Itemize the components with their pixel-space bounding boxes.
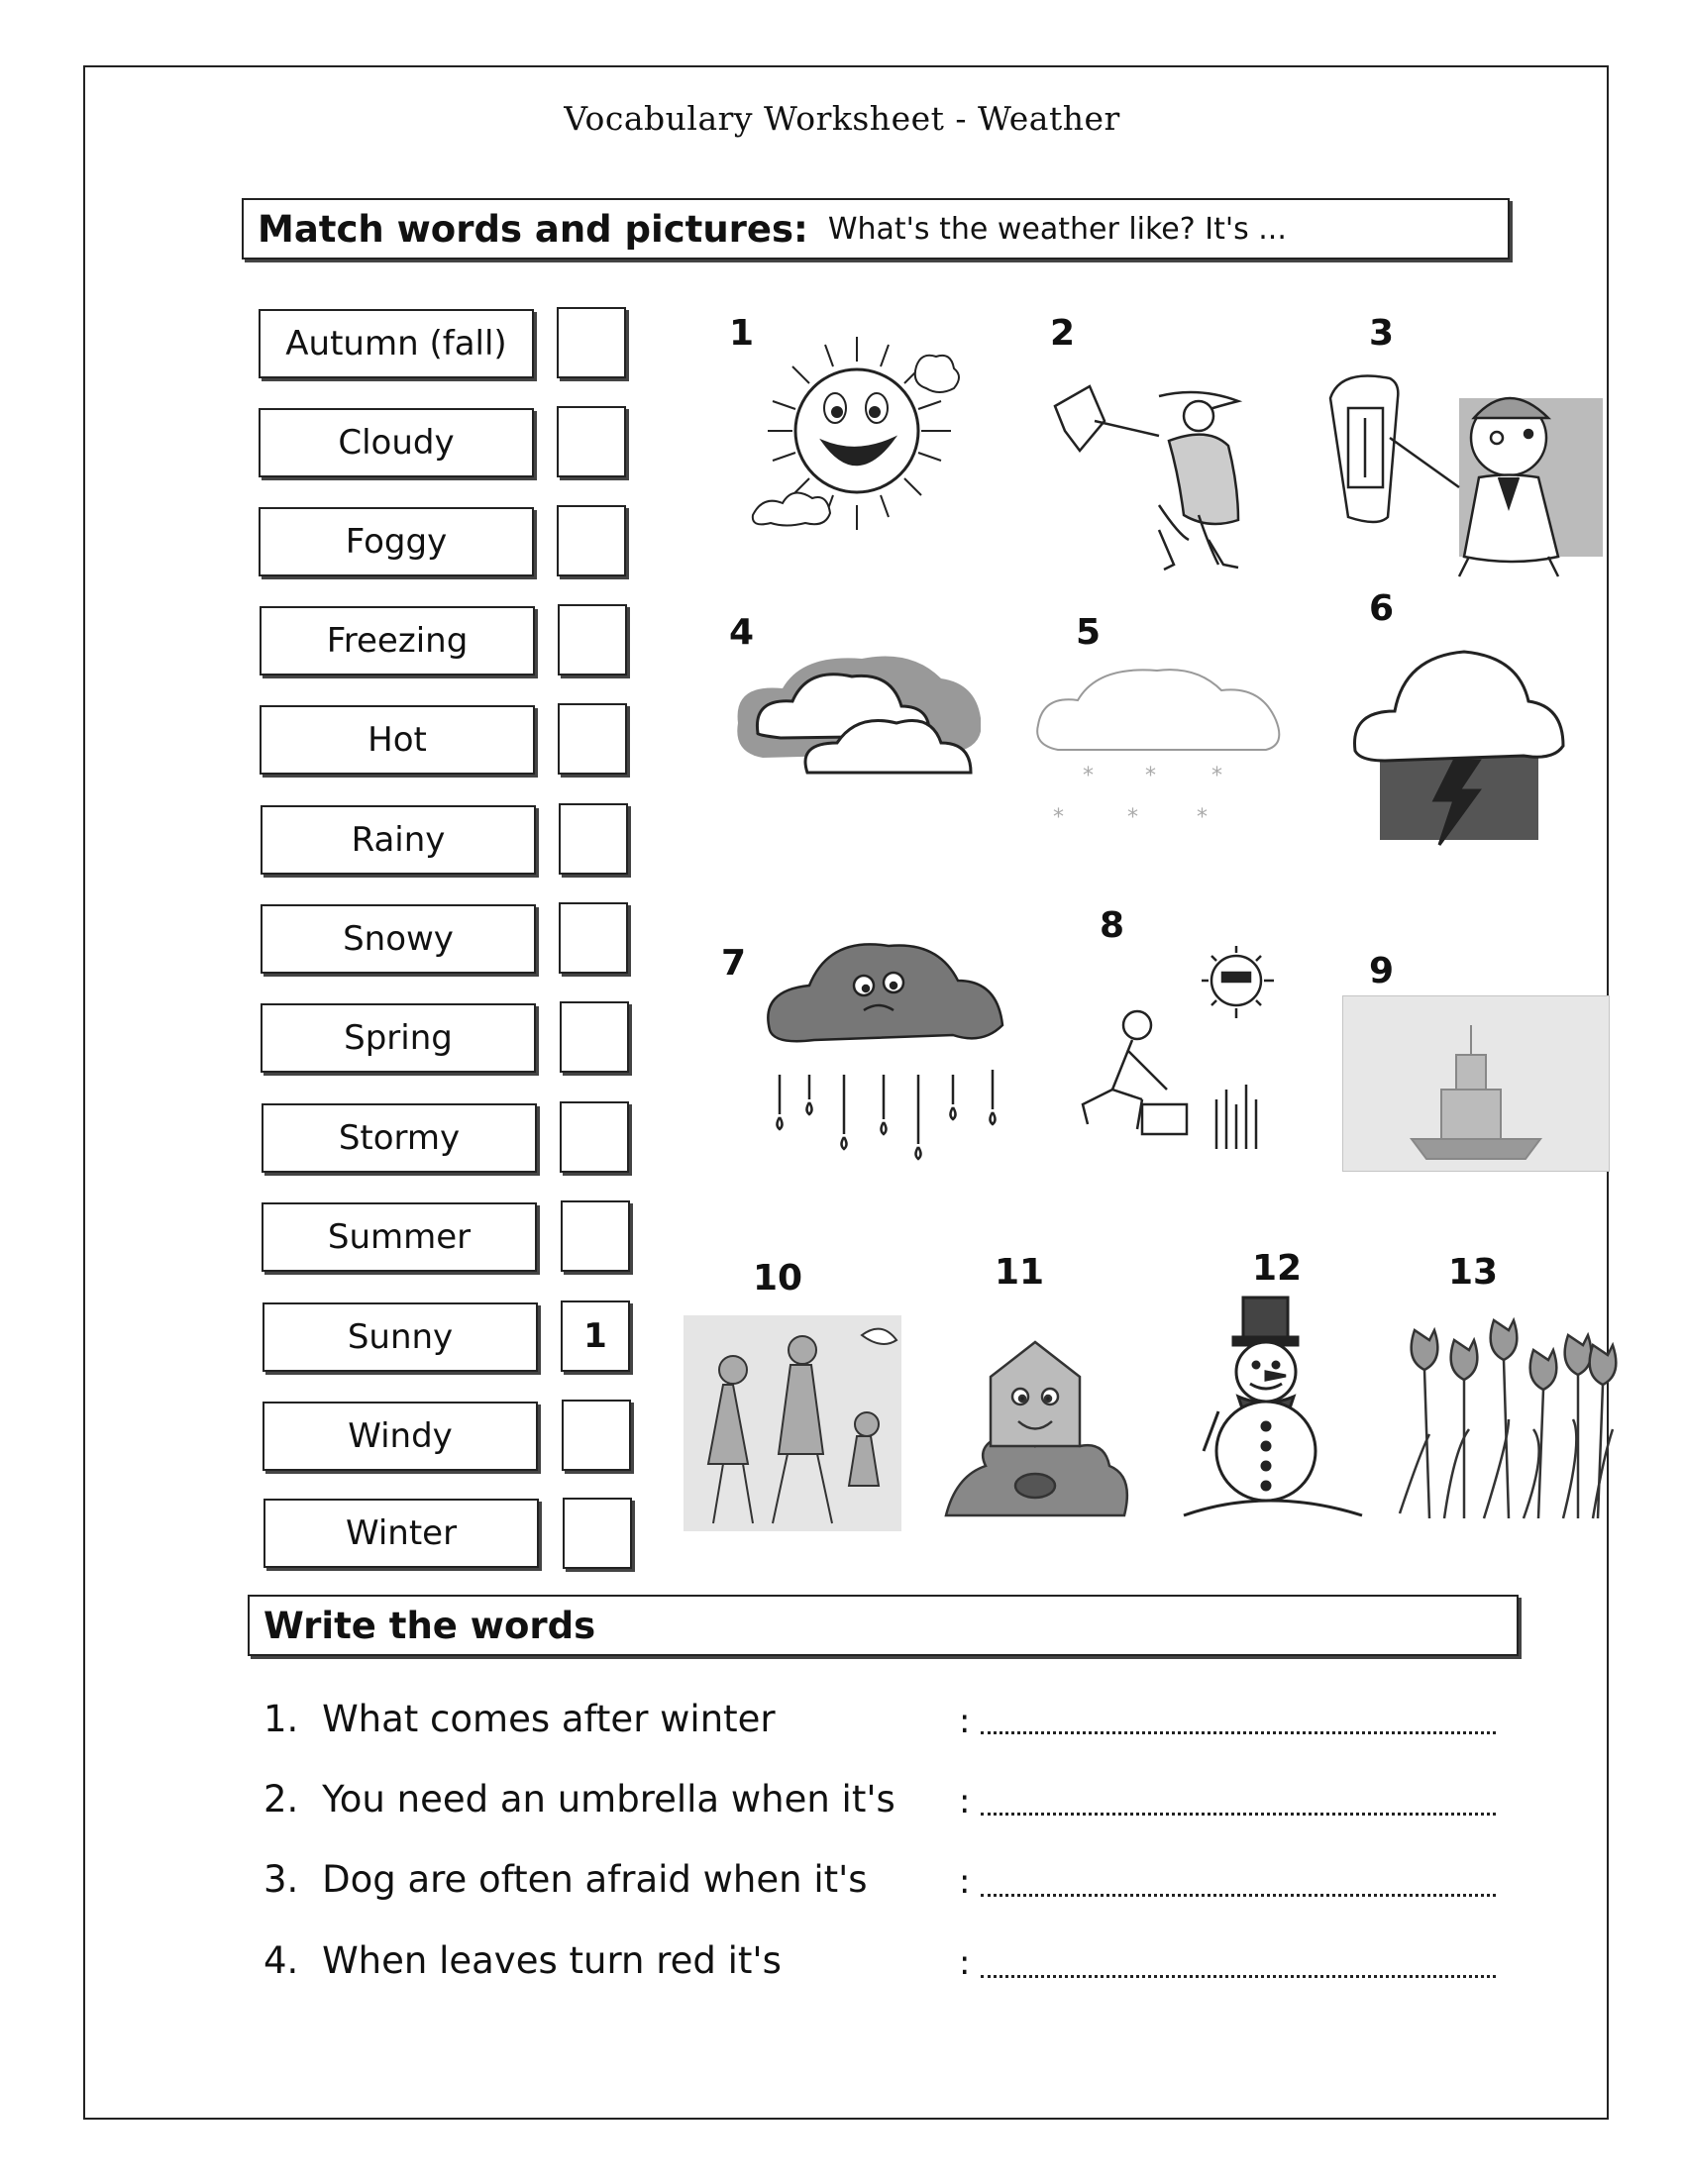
picture-number-12: 12 <box>1252 1248 1303 1289</box>
word-box-autumn: Autumn (fall) <box>259 309 534 378</box>
question-text: When leaves turn red it's <box>322 1939 782 1982</box>
word-box-sunny: Sunny <box>263 1302 538 1372</box>
word-box-windy: Windy <box>263 1402 538 1471</box>
picture-number-11: 11 <box>995 1252 1045 1293</box>
stormy-picture <box>1345 642 1568 870</box>
word-box-winter: Winter <box>263 1499 539 1568</box>
answer-box-cloudy[interactable] <box>557 406 626 477</box>
worksheet-title: Vocabulary Worksheet - Weather <box>564 99 1120 138</box>
umbrella-icon <box>1055 386 1105 451</box>
answer-box-windy[interactable] <box>562 1400 631 1471</box>
question-2 <box>263 1778 895 1820</box>
snowy-picture <box>1028 666 1291 839</box>
question-number: 4. <box>263 1939 299 1982</box>
word-box-hot: Hot <box>260 705 535 775</box>
question-colon: : <box>959 1702 971 1741</box>
question-number: 3. <box>263 1858 299 1901</box>
word-box-snowy: Snowy <box>261 904 536 974</box>
picture-number-4: 4 <box>729 612 755 653</box>
word-box-freezing: Freezing <box>260 606 535 676</box>
svg-text:*: * <box>1145 764 1156 788</box>
picture-number-13: 13 <box>1448 1252 1499 1293</box>
question-number: 1. <box>263 1698 299 1740</box>
winter-picture <box>1179 1293 1367 1520</box>
answer-box-rainy[interactable] <box>559 803 628 875</box>
snowflake-icon <box>1053 764 1222 830</box>
picture-number-5: 5 <box>1076 612 1102 653</box>
question-text: Dog are often afraid when it's <box>322 1858 868 1901</box>
answer-box-autumn[interactable] <box>557 307 626 378</box>
picture-number-8: 8 <box>1100 905 1125 946</box>
word-box-rainy: Rainy <box>261 805 536 875</box>
match-subheading: What's the weather like? It's ... <box>827 211 1287 247</box>
foggy-picture <box>1342 995 1610 1172</box>
svg-text:*: * <box>1211 764 1222 788</box>
question-text: What comes after winter <box>322 1698 776 1740</box>
answer-box-freezing[interactable] <box>558 604 627 676</box>
windy-picture <box>1050 366 1278 579</box>
rainy-picture <box>755 941 1012 1174</box>
answer-box-spring[interactable] <box>560 1001 629 1073</box>
write-section-header <box>248 1595 1519 1656</box>
svg-text:*: * <box>1083 764 1094 788</box>
answer-box-hot[interactable] <box>558 703 627 775</box>
summer-picture <box>684 1315 901 1531</box>
sun-picture <box>748 327 966 540</box>
word-box-spring: Spring <box>261 1003 536 1073</box>
question-1 <box>263 1698 776 1740</box>
answer-line-4[interactable] <box>981 1965 1496 1978</box>
word-box-summer: Summer <box>262 1202 537 1272</box>
question-colon: : <box>959 1862 971 1902</box>
svg-text:*: * <box>1197 805 1208 830</box>
question-4 <box>263 1939 782 1982</box>
svg-text:*: * <box>1127 805 1138 830</box>
picture-number-10: 10 <box>753 1258 803 1299</box>
hot-picture <box>1058 941 1320 1159</box>
question-number: 2. <box>263 1778 299 1820</box>
word-box-cloudy: Cloudy <box>259 408 534 477</box>
question-3 <box>263 1858 868 1901</box>
write-heading: Write the words <box>263 1604 596 1647</box>
question-text: You need an umbrella when it's <box>322 1778 895 1820</box>
picture-number-7: 7 <box>721 943 747 984</box>
freezing-picture <box>1320 368 1603 581</box>
match-heading: Match words and pictures: <box>258 207 808 251</box>
cloudy-picture <box>728 654 981 797</box>
answer-line-1[interactable] <box>981 1721 1496 1734</box>
match-section-header <box>242 198 1510 260</box>
answer-box-sunny[interactable]: 1 <box>561 1300 630 1372</box>
spring-picture <box>1395 1315 1618 1528</box>
picture-number-3: 3 <box>1369 313 1395 354</box>
word-box-stormy: Stormy <box>262 1103 537 1173</box>
autumn-picture <box>941 1337 1129 1525</box>
answer-box-summer[interactable] <box>561 1200 630 1272</box>
picture-number-9: 9 <box>1369 951 1395 991</box>
picture-number-1: 1 <box>729 313 755 354</box>
word-box-foggy: Foggy <box>259 507 534 576</box>
answer-box-foggy[interactable] <box>557 505 626 576</box>
tulip-icon <box>1400 1320 1616 1518</box>
question-colon: : <box>959 1782 971 1821</box>
answer-box-stormy[interactable] <box>560 1101 629 1173</box>
raindrop-icon <box>778 1070 996 1159</box>
snowman-icon <box>1184 1298 1362 1515</box>
answer-box-snowy[interactable] <box>559 902 628 974</box>
question-colon: : <box>959 1943 971 1983</box>
answer-line-2[interactable] <box>981 1803 1496 1816</box>
picture-number-6: 6 <box>1369 588 1395 629</box>
answer-line-3[interactable] <box>981 1884 1496 1897</box>
answer-box-winter[interactable] <box>563 1498 632 1569</box>
svg-text:*: * <box>1053 805 1064 830</box>
picture-number-2: 2 <box>1050 313 1076 354</box>
